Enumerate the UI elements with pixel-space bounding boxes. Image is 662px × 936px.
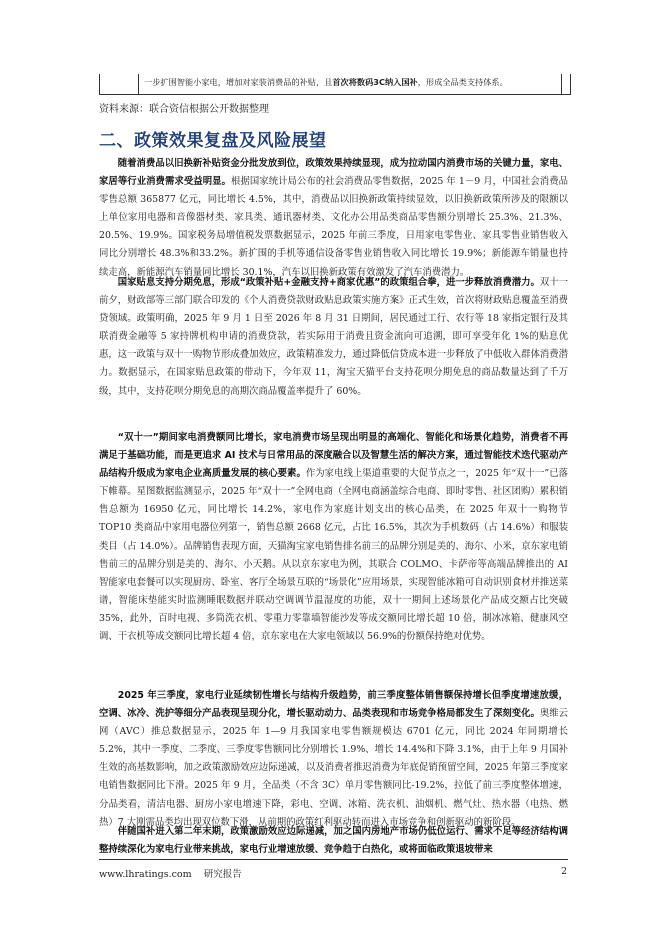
paragraph bbox=[99, 274, 568, 401]
footer-divider bbox=[99, 859, 568, 860]
source-note: 资料来源：联合资信根据公开数据整理 bbox=[99, 104, 269, 115]
paragraph-body: 双十一前夕，财政部等三部门联合印发的《个人消费贷款财政贴息政策实施方案》正式生效，首次将财政贴息覆盖至消费贷领域。政策明确，2025 年 9 月 1 日至 2026 年 8 月 31 日期间，居民通过工行、农行等 18 家指定银行及其联消费金融等 5 家持牌机构申请的消费贷款，若实际用于消费且资金流向可追溯，即可享受年化 1%的贴息优惠，这一政策与双十一购物节形成叠加效应，政策精准发力，通过降低信贷成本进一步释放了中低收入群体消费潜力。数据显示，在国家贴息政策的带动下，今年双 11，淘宝天猫平台支持花呗分期免息的商品数量达到了千万级，其中，支持花呗分期免息的高期次商品覆盖率提升了 60%。 bbox=[99, 277, 568, 397]
footer-left bbox=[99, 866, 242, 880]
paragraph-lead: “双十一”期间家电消费额同比增长，家电消费市场呈现出明显的高端化、智能化和场景化趋势，消费者不再满足于基础功能，而是更追求 AI 技术与日常用品的深度融合以及智慧生活的解决方案，通过智能技术迭代驱动产品结构升级成为家电企业高质量发展的核心要素。 bbox=[99, 432, 568, 480]
paragraph-body: 根据国家统计局公布的社会消费品零售数据，2025 年 1－9 月，中国社会消费品零售总额 365877 亿元，同比增长 4.5%，其中，消费品以旧换新政策持续显效，以旧换新政策所涉及的限额以上单位家用电器和音像器材类、家具类、通讯器材类、文化办公用品类商品零售额分别增长 25.3%、21.3%、20.5%、19.9%。国家税务局增值税发票数据显示，2025 年前三季度，日用家电零售业、家具零售业销售收入同比分别增长 48.3%和33.2%。新扩围的手机等通信设备零售业销售收入同比增长 19.9%；新能源车销量也持续走高，新能源汽车销量同比增长 30.1%，汽车以旧换新政策有效激发了汽车消费潜力。 bbox=[99, 176, 568, 278]
section-heading: 二、政策效果复盘及风险展望 bbox=[99, 131, 327, 151]
table-column-divider bbox=[138, 74, 139, 94]
paragraph-lead: 伴随国补进入第二年末期，政策激励效应边际递减，加之国内房地产市场仍低位运行、需求不足等经济结构调整持续深化为家电行业带来挑战，家电行业增速放缓、竞争趋于白热化，或将面临政策退坡带来 bbox=[99, 826, 568, 856]
table-cell-text-part: ，形成全品类支持体系。 bbox=[417, 77, 508, 87]
footer-website-link[interactable]: www.lhratings.com bbox=[99, 869, 192, 880]
page-number: 2 bbox=[560, 866, 567, 877]
paragraph bbox=[99, 687, 568, 832]
paragraph-lead: 国家贴息支持分期免息，形成“政策补贴+金融支持+商家优惠”的政策组合拳，进一步释放消费潜力。 bbox=[117, 277, 540, 288]
paragraph bbox=[99, 823, 568, 859]
table-cell-text-part: 一步扩围智能小家电，增加对家装消费品的补贴，且 bbox=[144, 77, 333, 87]
table-column-divider bbox=[561, 74, 562, 94]
footer-doc-type: 研究报告 bbox=[203, 869, 242, 880]
table-cell-bold-text: 首次将数码3C纳入国补 bbox=[332, 77, 418, 87]
paragraph-body: 奥维云网（AVC）推总数据显示，2025 年 1—9 月我国家电零售额规模达 6701 亿元，同比 2024 年同期增长 5.2%，其中一季度、二季度、三季度零售额同比分别增长 1.9%、增长 14.4%和下降 3.1%，由于上年 9 月国补生效的高基数影响，加之政策激励效应边际递减，以及消费者推迟消费为年底促销预留空间，2025 年第三季度家电销售数据同比下滑。2025 年 9 月，全品类（不含 3C）单月零售额同比-19.2%，拉低了前三季度整体增速，分品类看，清洁电器、厨房小家电增速下降，彩电、空调、冰箱、洗衣机、油烟机、燃气灶、热水器（电热、燃热）7 大刚需品类均出现双位数下滑，从前期的政策红利驱动转而进入市场竞争和创新驱动的新阶段。 bbox=[99, 708, 568, 828]
paragraph bbox=[99, 429, 568, 646]
paragraph-lead: 2025 年三季度，家电行业延续韧性增长与结构升级趋势，前三季度整体销售额保持增长但季度增速放缓，空调、冰冷、洗护等细分产品表现呈现分化，增长驱动动力、品类表现和市场竞争格局都发生了深刻变化。 bbox=[99, 690, 568, 720]
paragraph bbox=[99, 155, 568, 282]
paragraph-body: 作为家电线上渠道重要的大促节点之一，2025 年“双十一”已落下帷幕。星图数据监测显示，2025 年“双十一”全网电商（全网电商涵盖综合电商、即时零售、社区团购）累积销售总额为 16950 亿元，同比增长 14.2%，家电作为家庭计划支出的核心品类，在 2025 年双十一购物节 TOP10 类商品中家用电器位列第一，销售总额 2668 亿元，占比 16.5%，其次为手机数码（占 14.6%）和服装类目（占 14.0%）。品牌销售表现方面，天猫淘宝家电销售排名前三的品牌分别是美的、海尔、小米，京东家电销售前三的品牌分别是美的、海尔、小天鹅。从以京东家电为例，其联合 COLMO、卡萨帝等高端品牌推出的 AI 智能家电套餐可以实现厨房、卧室、客厅全场景互联的“场景化”应用场景，实现智能冰箱可自动识别食材并推送菜谱，智能床垫能实时监测睡眠数据并联动空调调节温湿度的功能，双十一期间上述场景化产品成交额占比突破 35%，此外，百时电视、多筒洗衣机、零重力零靠墙智能沙发等成交额同比增长超 10 倍，制冰冰箱、健康风空调、干衣机等成交额同比增长超 4 倍，京东家电在大家电领域以 56.9%的份额保持绝对优势。 bbox=[99, 468, 568, 643]
paragraph-lead: 随着消费品以旧换新补贴资金分批发放到位，政策效果持续显现，成为拉动国内消费市场的关键力量，家电、家居等行业消费需求受益明显。 bbox=[99, 158, 568, 188]
table-fragment bbox=[99, 74, 571, 95]
table-cell-text bbox=[144, 77, 508, 88]
